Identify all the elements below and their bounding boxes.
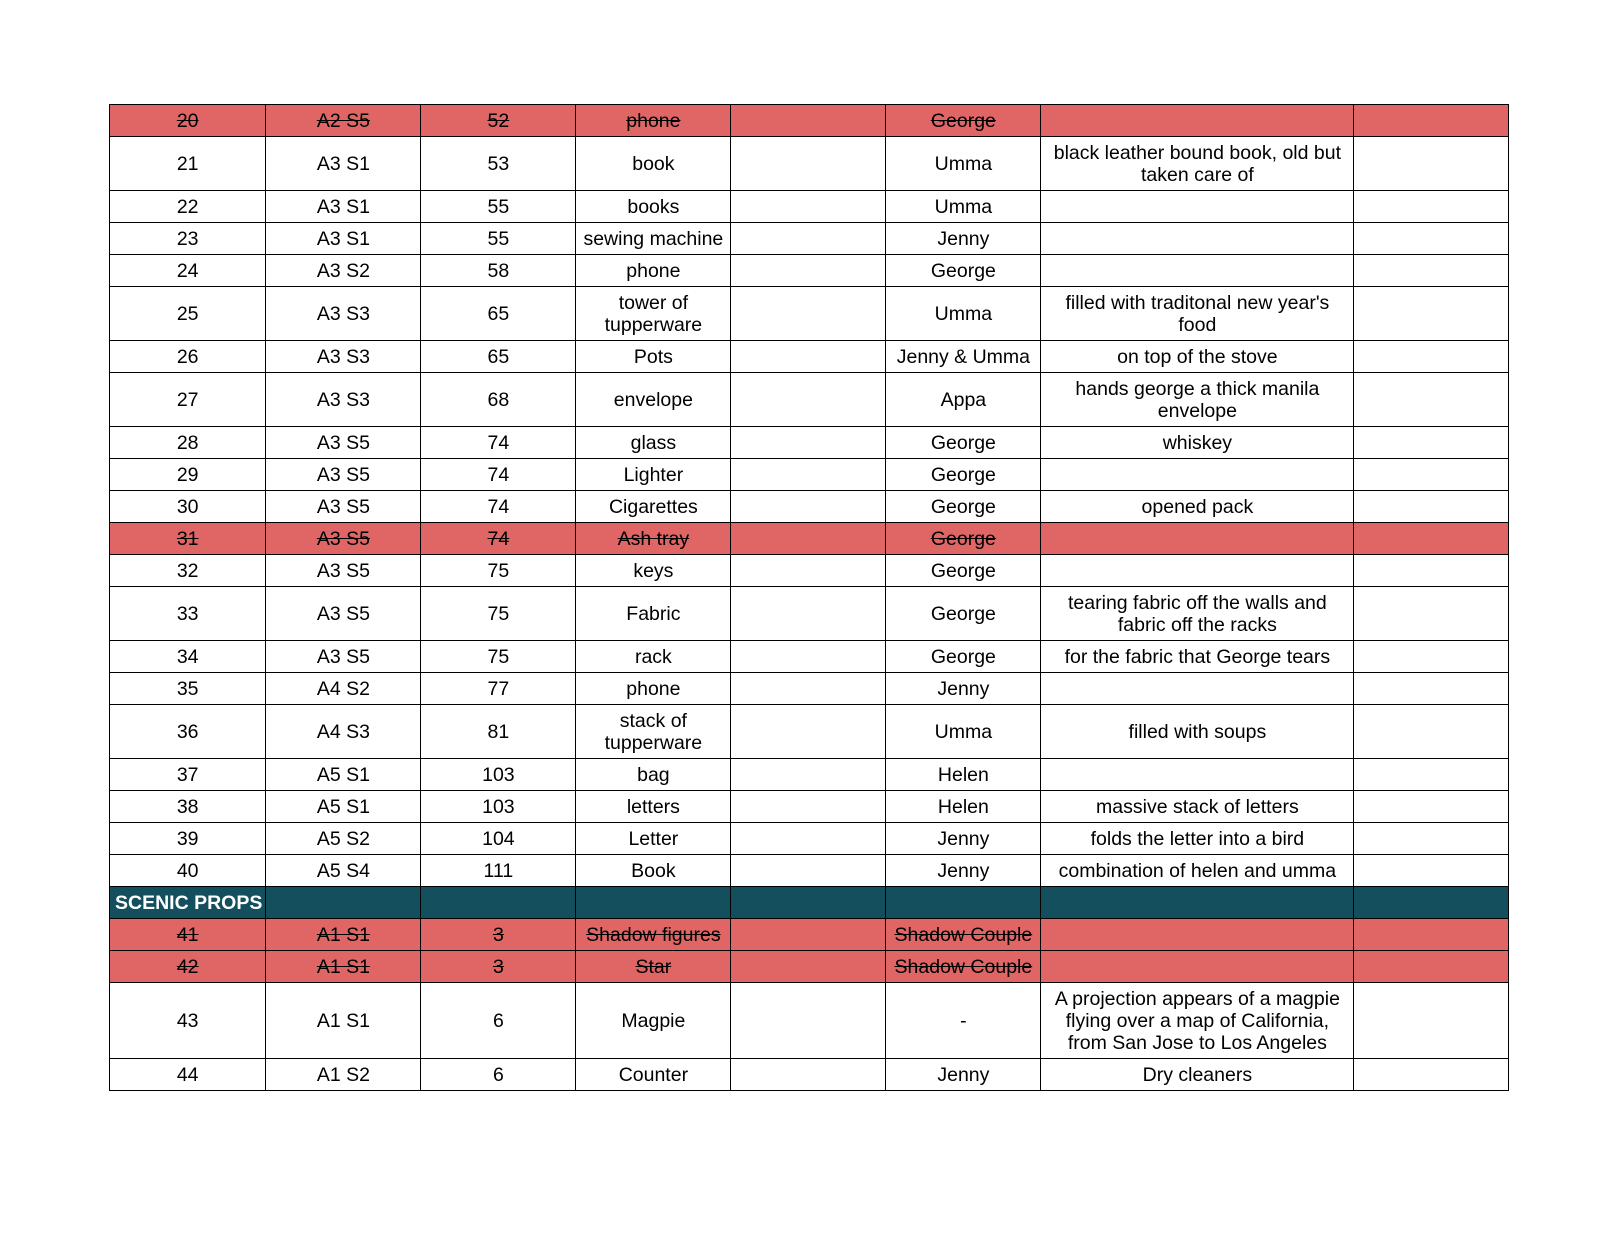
notes-cell: for the fabric that George tears <box>1041 641 1354 673</box>
blank-cell <box>731 641 886 673</box>
extra-cell <box>1354 223 1509 255</box>
character-cell: Jenny <box>886 673 1041 705</box>
page-number-cell: 104 <box>421 823 576 855</box>
character-cell: George <box>886 105 1041 137</box>
table-row <box>110 983 1509 1059</box>
blank-cell <box>731 137 886 191</box>
extra-cell <box>1354 105 1509 137</box>
table-row <box>110 491 1509 523</box>
blank-cell <box>731 105 886 137</box>
character-cell: Jenny <box>886 823 1041 855</box>
prop-number-cell: 22 <box>110 191 266 223</box>
page-number-cell: 55 <box>421 191 576 223</box>
prop-number-cell: 28 <box>110 427 266 459</box>
character-cell: Helen <box>886 791 1041 823</box>
table-row <box>110 287 1509 341</box>
extra-cell <box>1354 427 1509 459</box>
character-cell: Umma <box>886 287 1041 341</box>
extra-cell <box>1354 983 1509 1059</box>
act-scene-cell: A3 S3 <box>266 287 421 341</box>
page-number-cell: 65 <box>421 341 576 373</box>
notes-cell <box>1041 255 1354 287</box>
blank-cell <box>731 459 886 491</box>
table-row-cut <box>110 919 1509 951</box>
page-number-cell: 74 <box>421 427 576 459</box>
prop-number-cell: 44 <box>110 1059 266 1091</box>
prop-item-cell: bag <box>576 759 731 791</box>
act-scene-cell: A3 S2 <box>266 255 421 287</box>
prop-number-cell: 30 <box>110 491 266 523</box>
page-number-cell: 103 <box>421 791 576 823</box>
prop-number-cell: 20 <box>110 105 266 137</box>
section-fill-cell <box>1354 887 1509 919</box>
blank-cell <box>731 705 886 759</box>
page-number-cell: 6 <box>421 983 576 1059</box>
blank-cell <box>731 587 886 641</box>
blank-cell <box>731 791 886 823</box>
prop-number-cell: 29 <box>110 459 266 491</box>
extra-cell <box>1354 341 1509 373</box>
character-cell: Helen <box>886 759 1041 791</box>
character-cell: Umma <box>886 137 1041 191</box>
prop-number-cell: 26 <box>110 341 266 373</box>
extra-cell <box>1354 523 1509 555</box>
prop-number-cell: 31 <box>110 523 266 555</box>
prop-item-cell: phone <box>576 105 731 137</box>
table-row <box>110 587 1509 641</box>
prop-number-cell: 36 <box>110 705 266 759</box>
character-cell: Appa <box>886 373 1041 427</box>
prop-item-cell: Counter <box>576 1059 731 1091</box>
character-cell: Jenny <box>886 855 1041 887</box>
extra-cell <box>1354 287 1509 341</box>
blank-cell <box>731 673 886 705</box>
act-scene-cell: A3 S5 <box>266 427 421 459</box>
blank-cell <box>731 919 886 951</box>
page-number-cell: 53 <box>421 137 576 191</box>
act-scene-cell: A3 S3 <box>266 373 421 427</box>
notes-cell: whiskey <box>1041 427 1354 459</box>
section-header-row <box>110 887 1509 919</box>
page-number-cell: 74 <box>421 459 576 491</box>
act-scene-cell: A3 S1 <box>266 191 421 223</box>
notes-cell <box>1041 919 1354 951</box>
notes-cell <box>1041 951 1354 983</box>
prop-item-cell: Lighter <box>576 459 731 491</box>
character-cell: Shadow Couple <box>886 951 1041 983</box>
table-row <box>110 705 1509 759</box>
notes-cell: Dry cleaners <box>1041 1059 1354 1091</box>
extra-cell <box>1354 705 1509 759</box>
extra-cell <box>1354 191 1509 223</box>
character-cell: George <box>886 523 1041 555</box>
table-row <box>110 673 1509 705</box>
prop-item-cell: books <box>576 191 731 223</box>
notes-cell <box>1041 673 1354 705</box>
table-row-cut <box>110 105 1509 137</box>
act-scene-cell: A5 S4 <box>266 855 421 887</box>
character-cell: Shadow Couple <box>886 919 1041 951</box>
extra-cell <box>1354 587 1509 641</box>
prop-item-cell: Star <box>576 951 731 983</box>
act-scene-cell: A2 S5 <box>266 105 421 137</box>
notes-cell: massive stack of letters <box>1041 791 1354 823</box>
character-cell: George <box>886 459 1041 491</box>
prop-number-cell: 27 <box>110 373 266 427</box>
prop-number-cell: 34 <box>110 641 266 673</box>
page-number-cell: 65 <box>421 287 576 341</box>
act-scene-cell: A3 S5 <box>266 523 421 555</box>
table-row-cut <box>110 951 1509 983</box>
notes-cell: combination of helen and umma <box>1041 855 1354 887</box>
props-table-body <box>110 105 1509 1091</box>
table-row <box>110 823 1509 855</box>
prop-number-cell: 41 <box>110 919 266 951</box>
notes-cell: tearing fabric off the walls and fabric off the racks <box>1041 587 1354 641</box>
section-fill-cell <box>266 887 421 919</box>
prop-item-cell: tower of tupperware <box>576 287 731 341</box>
page-number-cell: 77 <box>421 673 576 705</box>
prop-item-cell: envelope <box>576 373 731 427</box>
prop-number-cell: 35 <box>110 673 266 705</box>
table-row <box>110 255 1509 287</box>
section-fill-cell <box>576 887 731 919</box>
extra-cell <box>1354 373 1509 427</box>
prop-item-cell: Book <box>576 855 731 887</box>
blank-cell <box>731 523 886 555</box>
prop-item-cell: Fabric <box>576 587 731 641</box>
blank-cell <box>731 491 886 523</box>
notes-cell: opened pack <box>1041 491 1354 523</box>
extra-cell <box>1354 759 1509 791</box>
page-number-cell: 81 <box>421 705 576 759</box>
table-row <box>110 373 1509 427</box>
character-cell: Jenny <box>886 1059 1041 1091</box>
act-scene-cell: A3 S5 <box>266 587 421 641</box>
page-number-cell: 103 <box>421 759 576 791</box>
prop-number-cell: 42 <box>110 951 266 983</box>
extra-cell <box>1354 255 1509 287</box>
extra-cell <box>1354 951 1509 983</box>
extra-cell <box>1354 855 1509 887</box>
act-scene-cell: A1 S1 <box>266 951 421 983</box>
extra-cell <box>1354 791 1509 823</box>
table-row <box>110 137 1509 191</box>
extra-cell <box>1354 491 1509 523</box>
prop-item-cell: glass <box>576 427 731 459</box>
prop-item-cell: letters <box>576 791 731 823</box>
act-scene-cell: A3 S5 <box>266 459 421 491</box>
page-number-cell: 75 <box>421 555 576 587</box>
extra-cell <box>1354 459 1509 491</box>
blank-cell <box>731 287 886 341</box>
blank-cell <box>731 951 886 983</box>
act-scene-cell: A3 S3 <box>266 341 421 373</box>
prop-item-cell: sewing machine <box>576 223 731 255</box>
table-row <box>110 1059 1509 1091</box>
page-number-cell: 55 <box>421 223 576 255</box>
prop-number-cell: 33 <box>110 587 266 641</box>
notes-cell: black leather bound book, old but taken care of <box>1041 137 1354 191</box>
prop-item-cell: Cigarettes <box>576 491 731 523</box>
prop-item-cell: Pots <box>576 341 731 373</box>
act-scene-cell: A5 S2 <box>266 823 421 855</box>
act-scene-cell: A5 S1 <box>266 759 421 791</box>
page-number-cell: 3 <box>421 951 576 983</box>
act-scene-cell: A5 S1 <box>266 791 421 823</box>
character-cell: Jenny & Umma <box>886 341 1041 373</box>
table-row <box>110 191 1509 223</box>
notes-cell: filled with soups <box>1041 705 1354 759</box>
extra-cell <box>1354 641 1509 673</box>
blank-cell <box>731 255 886 287</box>
character-cell: Jenny <box>886 223 1041 255</box>
prop-item-cell: phone <box>576 673 731 705</box>
notes-cell <box>1041 191 1354 223</box>
table-row <box>110 641 1509 673</box>
act-scene-cell: A3 S5 <box>266 555 421 587</box>
act-scene-cell: A1 S1 <box>266 983 421 1059</box>
extra-cell <box>1354 1059 1509 1091</box>
prop-number-cell: 25 <box>110 287 266 341</box>
table-row <box>110 427 1509 459</box>
blank-cell <box>731 555 886 587</box>
notes-cell <box>1041 523 1354 555</box>
act-scene-cell: A1 S1 <box>266 919 421 951</box>
character-cell: George <box>886 555 1041 587</box>
notes-cell: filled with traditonal new year's food <box>1041 287 1354 341</box>
notes-cell <box>1041 759 1354 791</box>
section-fill-cell <box>1041 887 1354 919</box>
notes-cell: hands george a thick manila envelope <box>1041 373 1354 427</box>
character-cell: George <box>886 641 1041 673</box>
page-number-cell: 52 <box>421 105 576 137</box>
character-cell: George <box>886 587 1041 641</box>
character-cell: George <box>886 427 1041 459</box>
table-row <box>110 855 1509 887</box>
prop-number-cell: 37 <box>110 759 266 791</box>
table-row <box>110 791 1509 823</box>
act-scene-cell: A4 S3 <box>266 705 421 759</box>
extra-cell <box>1354 919 1509 951</box>
prop-item-cell: Ash tray <box>576 523 731 555</box>
act-scene-cell: A3 S5 <box>266 491 421 523</box>
page-number-cell: 75 <box>421 641 576 673</box>
blank-cell <box>731 191 886 223</box>
prop-number-cell: 21 <box>110 137 266 191</box>
prop-item-cell: Shadow figures <box>576 919 731 951</box>
blank-cell <box>731 759 886 791</box>
prop-item-cell: phone <box>576 255 731 287</box>
notes-cell: on top of the stove <box>1041 341 1354 373</box>
table-row-cut <box>110 523 1509 555</box>
table-row <box>110 759 1509 791</box>
section-title: SCENIC PROPS <box>110 887 266 919</box>
prop-number-cell: 24 <box>110 255 266 287</box>
prop-item-cell: Letter <box>576 823 731 855</box>
page-number-cell: 68 <box>421 373 576 427</box>
act-scene-cell: A1 S2 <box>266 1059 421 1091</box>
page-number-cell: 111 <box>421 855 576 887</box>
page-number-cell: 3 <box>421 919 576 951</box>
character-cell: George <box>886 255 1041 287</box>
notes-cell <box>1041 223 1354 255</box>
notes-cell: folds the letter into a bird <box>1041 823 1354 855</box>
act-scene-cell: A3 S1 <box>266 223 421 255</box>
character-cell: Umma <box>886 705 1041 759</box>
blank-cell <box>731 1059 886 1091</box>
blank-cell <box>731 427 886 459</box>
page-number-cell: 74 <box>421 491 576 523</box>
props-table <box>109 104 1509 1091</box>
blank-cell <box>731 223 886 255</box>
notes-cell <box>1041 555 1354 587</box>
extra-cell <box>1354 673 1509 705</box>
prop-item-cell: keys <box>576 555 731 587</box>
act-scene-cell: A3 S1 <box>266 137 421 191</box>
prop-item-cell: book <box>576 137 731 191</box>
extra-cell <box>1354 823 1509 855</box>
prop-number-cell: 38 <box>110 791 266 823</box>
notes-cell: A projection appears of a magpie flying over a map of California, from San Jose to Los Angeles <box>1041 983 1354 1059</box>
section-fill-cell <box>421 887 576 919</box>
prop-number-cell: 43 <box>110 983 266 1059</box>
character-cell: - <box>886 983 1041 1059</box>
character-cell: Umma <box>886 191 1041 223</box>
extra-cell <box>1354 137 1509 191</box>
act-scene-cell: A3 S5 <box>266 641 421 673</box>
prop-number-cell: 23 <box>110 223 266 255</box>
table-row <box>110 223 1509 255</box>
blank-cell <box>731 983 886 1059</box>
blank-cell <box>731 341 886 373</box>
blank-cell <box>731 373 886 427</box>
table-row <box>110 459 1509 491</box>
extra-cell <box>1354 555 1509 587</box>
table-row <box>110 555 1509 587</box>
page-number-cell: 75 <box>421 587 576 641</box>
section-fill-cell <box>886 887 1041 919</box>
prop-number-cell: 39 <box>110 823 266 855</box>
page-number-cell: 6 <box>421 1059 576 1091</box>
section-fill-cell <box>731 887 886 919</box>
prop-item-cell: rack <box>576 641 731 673</box>
prop-number-cell: 32 <box>110 555 266 587</box>
prop-number-cell: 40 <box>110 855 266 887</box>
blank-cell <box>731 855 886 887</box>
prop-item-cell: stack of tupperware <box>576 705 731 759</box>
prop-item-cell: Magpie <box>576 983 731 1059</box>
act-scene-cell: A4 S2 <box>266 673 421 705</box>
character-cell: George <box>886 491 1041 523</box>
notes-cell <box>1041 459 1354 491</box>
page-number-cell: 58 <box>421 255 576 287</box>
table-row <box>110 341 1509 373</box>
blank-cell <box>731 823 886 855</box>
notes-cell <box>1041 105 1354 137</box>
page-number-cell: 74 <box>421 523 576 555</box>
